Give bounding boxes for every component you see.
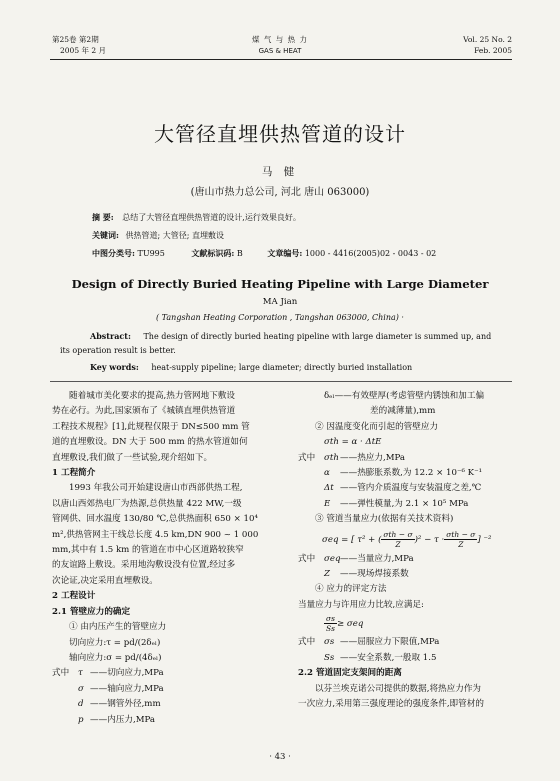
header-volume-en: Vol. 25 No. 2: [463, 35, 512, 44]
header-date: 2005 年 2 月: [60, 46, 107, 55]
eq-eq-lhs: σeq = [ τ² + (: [322, 534, 382, 545]
title-cn: 大管径直埋供热管道的设计: [154, 122, 406, 146]
def-delta-line-2: 差的减薄量),mm: [370, 406, 436, 417]
def-sym: p: [78, 714, 84, 725]
abstract-cn-label: 摘 要:: [92, 212, 114, 222]
def-sym: σs: [324, 637, 335, 648]
frac-num: σs: [326, 614, 335, 624]
eq-mid: )² − τ ·: [414, 534, 445, 545]
eq-frac-1: [381, 530, 414, 549]
header-volume: 第25卷 第2期: [52, 35, 99, 44]
header-journal-en: GAS & HEAT: [258, 47, 302, 55]
clc-label: 中图分类号:: [92, 248, 135, 258]
intro-line-4: 道的直埋敷设。DN 大于 500 mm 的热水管道如何: [52, 437, 248, 448]
def-text: ——管内介质温度与安装温度之差,℃: [340, 483, 482, 494]
intro-line-2: 势在必行。为此,国家颁布了《城镇直埋供热管道: [52, 406, 236, 417]
eq-end: ] ⁻²: [477, 534, 492, 545]
title-en: Design of Directly Buried Heating Pipeline with Large Diameter: [71, 277, 489, 291]
def-text: ——热膨胀系数,为 12.2 × 10⁻⁶ K⁻¹: [340, 468, 483, 479]
sec1-line-6: 的友谊路上敷设。采用地沟敷设没有位置,经过多: [52, 560, 236, 571]
def-sym: τ: [78, 668, 83, 679]
def-text: ——现场焊接系数: [340, 569, 409, 580]
abstract-cn: [92, 212, 301, 223]
def4-row-1: [298, 651, 512, 666]
sec1-line-2: 以唐山西郊热电厂为热源,总供热量 422 MW,一级: [52, 498, 242, 509]
abstract-cn-text: 总结了大管径直埋供热管道的设计,运行效果良好。: [122, 213, 301, 222]
right-column: [298, 389, 512, 712]
abstract-rule: [50, 381, 512, 382]
section-2-heading: 2 工程设计: [52, 591, 96, 602]
frac-num: σth − σ: [383, 529, 413, 539]
def-text: ——热应力,MPa: [340, 452, 406, 463]
abstract-en-line1: The design of directly buried heating pipeline with large diameter is summed up, and: [143, 332, 492, 341]
def-text: ——切向应力,MPa: [90, 668, 164, 679]
abstract-en-label: Abstract:: [90, 331, 131, 341]
where-label-4: 式中: [298, 637, 316, 648]
section-2-1-heading: 2.1 管壁应力的确定: [52, 606, 131, 617]
sec1-line-5: mm,其中有 1.5 km 的管道在市中心区道路较狭窄: [52, 545, 244, 556]
author-en: MA Jian: [262, 297, 298, 307]
def2-row-3: [298, 497, 512, 512]
header-rule: [50, 59, 512, 60]
eq-frac-2: [444, 530, 477, 549]
doc-code-value: B: [236, 249, 243, 258]
author-cn: 马 健: [261, 166, 299, 178]
def-row-d: [52, 697, 280, 712]
def-sym: Ss: [324, 652, 335, 663]
keywords-en-text: heat-supply pipeline; large diameter; directly buried installation: [151, 363, 413, 372]
item-3: ③ 管道当量应力(依据有关技术资料): [315, 514, 454, 525]
keywords-cn-label: 关键词:: [92, 230, 119, 240]
doc-code-label: 文献标识码:: [191, 248, 235, 258]
def-text: ——钢管外径,mm: [90, 699, 161, 710]
where-label-3: 式中: [298, 553, 316, 564]
def2-row-0: [298, 451, 512, 466]
eq-thermal-stress: σth = α · ΔtE: [324, 437, 382, 448]
frac-den: Z: [458, 539, 464, 549]
frac-den: Ss: [325, 624, 335, 634]
item-1: ① 由内压产生的管壁应力: [69, 622, 167, 633]
item-2: ② 因温度变化而引起的管壁应力: [315, 421, 439, 432]
def-sym: Δt: [324, 483, 334, 494]
sec1-line-4: m²,供热管网主干线总长度 4.5 km,DN 900 ~ 1 000: [52, 529, 259, 540]
where-label: 式中: [52, 668, 70, 679]
keywords-en-label: Key words:: [90, 362, 139, 372]
eq-hoop-stress: 切向应力:τ = pd/(2δₑₗ): [69, 637, 161, 648]
def-row-p: [52, 713, 280, 728]
def-sym: σeq: [324, 553, 341, 564]
sec1-line-1: 1993 年我公司开始建设唐山市西部供热工程,: [69, 483, 243, 494]
def-row-tau: [52, 666, 280, 681]
intro-line-1: 随着城市美化要求的提高,热力管网地下敷设: [69, 391, 236, 401]
left-column: [52, 389, 280, 728]
frac-num: σth − σ: [446, 529, 476, 539]
sec22-line-1: 以芬兰埃克诺公司提供的数据,将热应力作为: [315, 683, 482, 694]
page-number: · 43 ·: [269, 752, 291, 762]
header-date-en: Feb. 2005: [474, 46, 512, 55]
def-sym: σth: [324, 452, 339, 463]
def-text: ——轴向应力,MPa: [90, 683, 164, 694]
def3-row-0: [298, 552, 512, 567]
sec22-line-2: 一次应力,采用第三强度理论的强度条件,即管材的: [298, 698, 484, 709]
abstract-en-line2: its operation result is better.: [60, 346, 176, 355]
clc-value: TU995: [137, 249, 165, 258]
def-row-sigma: [52, 682, 280, 697]
def-sym: E: [324, 498, 331, 509]
def-text: ——弹性模量,为 2.1 × 10⁵ MPa: [340, 498, 469, 509]
def-sym: Z: [324, 569, 330, 580]
item-4-text: 当量应力与许用应力比较,应满足:: [298, 599, 424, 610]
frac-den: Z: [395, 539, 401, 549]
def4-row-0: [298, 635, 512, 650]
def3-row-1: [298, 567, 512, 582]
def-sym: σ: [78, 683, 84, 694]
def-text: ——当量应力,MPa: [340, 553, 414, 564]
item-4: ④ 应力的评定方法: [315, 584, 387, 595]
def-text: ——安全系数,一般取 1.5: [340, 652, 437, 663]
def2-row-1: [298, 466, 512, 481]
ineq-frac: [324, 614, 337, 633]
affiliation-en: ( Tangshan Heating Corporation , Tangshan 063000, China) ·: [156, 313, 404, 322]
abstract-en: [90, 331, 491, 341]
section-2-2-heading: 2.2 管道固定支架间的距离: [298, 668, 402, 679]
eq-inequality: [298, 613, 512, 635]
affiliation-cn: (唐山市热力总公司, 河北 唐山 063000): [190, 187, 370, 198]
header-journal-cn: 煤 气 与 热 力: [251, 35, 309, 44]
eq-equivalent-stress: [298, 528, 512, 552]
intro-line-5: 直埋敷设,我们做了一些试验,现介绍如下。: [52, 452, 213, 463]
keywords-cn-text: 供热管道; 大管径; 直埋敷设: [125, 231, 224, 240]
def-delta-line-1: δₑₗ——有效壁厚(考虑管壁内锈蚀和加工偏: [324, 391, 485, 401]
keywords-en: [90, 362, 412, 372]
classification-line: [92, 248, 436, 259]
ineq-rhs: ≥ σeq: [336, 619, 364, 630]
where-label-2: 式中: [298, 452, 316, 463]
intro-line-3: 工程技术规程》[1],此规程仅限于 DN≤500 mm 管: [52, 421, 250, 432]
sec1-line-7: 次论证,决定采用直埋敷设。: [52, 575, 158, 586]
def-text: ——屈服应力下限值,MPa: [340, 637, 440, 648]
keywords-cn: [92, 230, 224, 241]
article-number-value: 1000 - 4416(2005)02 - 0043 - 02: [304, 249, 437, 258]
section-1-heading: 1 工程简介: [52, 468, 96, 479]
sec1-line-3: 管网供、回水温度 130/80 ℃,总供热面积 650 × 10⁴: [52, 514, 258, 525]
def-sym: α: [324, 468, 330, 479]
article-number-label: 文章编号:: [267, 248, 303, 258]
def-text: ——内压力,MPa: [90, 714, 156, 725]
def-sym: d: [78, 699, 84, 710]
def2-row-2: [298, 481, 512, 496]
eq-axial-stress: 轴向应力:σ = pd/(4δₑₗ): [69, 652, 162, 663]
